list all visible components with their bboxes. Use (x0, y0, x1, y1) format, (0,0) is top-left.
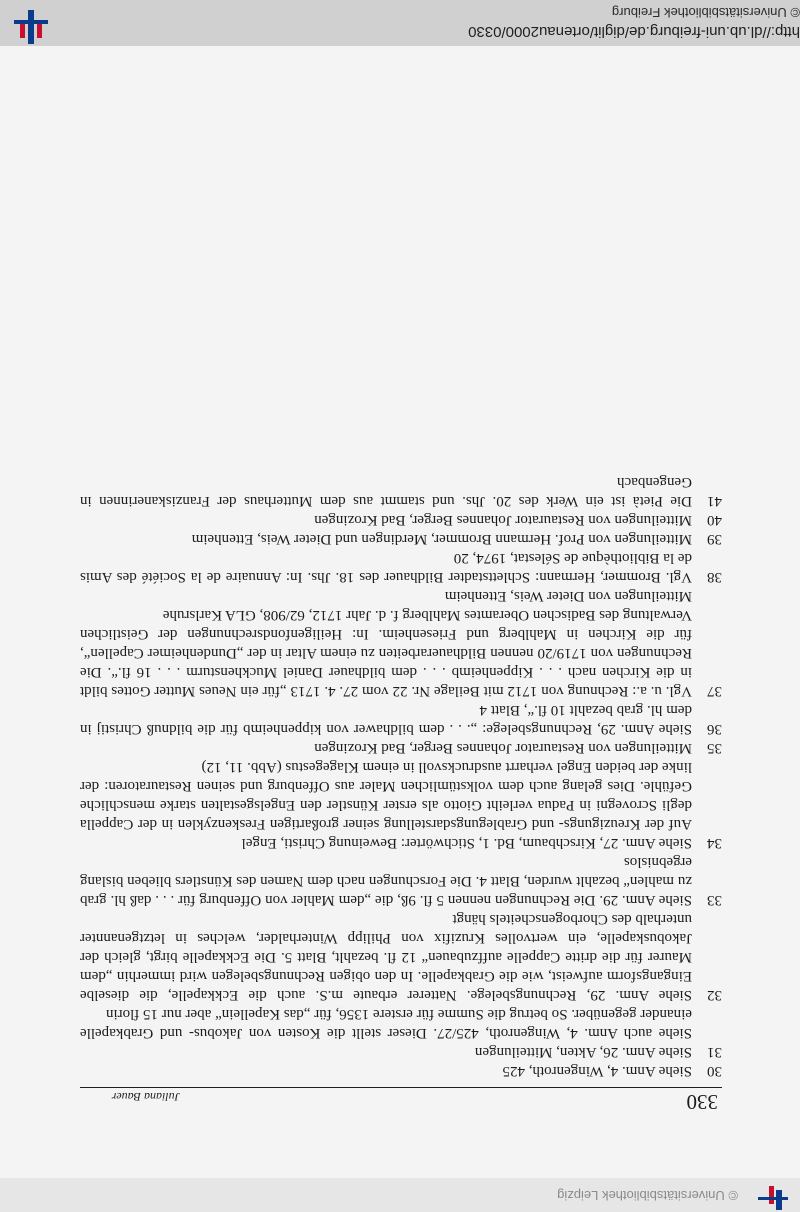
footnote-paragraph: Mitteilungen von Prof. Hermann Brommer, Merdingen und Dieter Weis, Ettenheim (191, 531, 692, 547)
footnote-number: 35 (707, 740, 722, 756)
footnote (80, 548, 722, 586)
footnote-paragraph: Vgl. Brommer, Hermann: Schlettstadter Bildhauer des 18. Jhs. In: Annuaire de la Société des Amis de la Bibliothèque de Sélestat, 1974, 20 (80, 550, 692, 585)
footnote-body (80, 529, 692, 548)
footnote-body (80, 586, 692, 700)
footnote-body (80, 738, 692, 757)
library-logo-icon (754, 1186, 790, 1210)
footnote-body (80, 472, 692, 510)
footnote-number: 41 (707, 493, 722, 509)
viewer-footer-bar (0, 0, 800, 46)
footnote-body (80, 852, 692, 909)
footnote (80, 700, 722, 738)
footnote-number: 32 (707, 987, 722, 1003)
footnote (80, 1004, 722, 1061)
footnote (80, 586, 722, 700)
page-url-link[interactable]: http://dl.ub.uni-freiburg.de/diglit/ortenau2000/0330 (468, 23, 800, 40)
footnote (80, 738, 722, 757)
footnote (80, 472, 722, 510)
footnote-number: 31 (707, 1044, 722, 1060)
footnote-body (80, 1061, 692, 1080)
footnote-paragraph: Siehe Anm. 29, Rechnungsbelege. Natterer erbaute m.S. auch die Eckkapelle, die dieselbe Eingangsform aufweist, wie die Grabkapelle. In den obigen Rechnungsbelegen wird immerhin „dem Maurer für die dritte Cappelle auffzubauen“ 12 fl. bezahlt, Blatt 5. Die Eckkapelle birgt, gleich der Jakobuskapelle, ein wertvolles Kruzifix von Philipp Winterhalder, welches in letztgenannter unterhalb des Chorbogenscheitels hängt (80, 911, 692, 1003)
library-logo-icon (12, 10, 50, 44)
footnote-number: 39 (707, 531, 722, 547)
footnote-body (80, 700, 692, 738)
footnote (80, 1061, 722, 1080)
footnote-number: 40 (707, 512, 722, 528)
header-rule (80, 1087, 722, 1088)
footnote (80, 757, 722, 852)
footnote-paragraph: Siehe auch Anm. 4, Wingenroth, 425/27. Dieser stellt die Kosten von Jakobus- und Grabkapelle einander gegenüber. So betrug die Summe für erstere 1356, für „das Kapellein“ aber nur 15 florin (80, 1006, 692, 1041)
header-copyright: © Universitätsbibliothek Leipzig (557, 1188, 738, 1203)
footnote-number: 34 (707, 835, 722, 851)
footnote-body (80, 757, 692, 852)
footnote-paragraph: Siehe Anm. 29. Die Rechnungen nennen 5 fl. 9ß, die „dem Mahler von Offenburg für . . . daß hl. grab zu mahlen“ bezahlt wurden, Blatt 4. Die Forschungen nach dem Namen des Künstlers blieben bislang ergebnislos (80, 854, 692, 908)
footnote (80, 510, 722, 529)
footnote-body (80, 510, 692, 529)
footnote-paragraph: Mitteilungen von Restaurator Johannes Berger, Bad Krozingen (314, 740, 692, 756)
footnote-paragraph: Siehe Anm. 26, Akten, Mitteilungen (474, 1044, 692, 1060)
footnote-body (80, 548, 692, 586)
footnote (80, 909, 722, 1004)
footnotes-list (80, 472, 722, 1080)
footnote-paragraph: Auf der Kreuzigungs- und Grablegungsdarstellung seiner großartigen Freskenzyklen in der Cappella degli Scrovegni in Padua verleiht Giotto als erster Künstler den Engelsgestalten starke menschliche Gefühle. Dies gelang auch dem volkstümlichen Maler aus Offenburg und seinen Restauratoren: der linke der beiden Engel verharrt ausdrucksvoll in einem Klagegestus (Abb. 11, 12) (80, 759, 692, 832)
footnote-paragraph: Siehe Anm. 29, Rechnungsbelege: „. . . dem bildhawer von kippenheimb für die bildnuß Christij in dem hl. grab bezahlt 10 fl.“, Blatt 4 (80, 702, 692, 737)
page-number: 330 (686, 1090, 718, 1114)
footnote-paragraph: Siehe Anm. 27, Kirschbaum, Bd. 1, Stichwörter: Beweinung Christi, Engel (241, 835, 692, 851)
footnote-paragraph: Mitteilungen von Dieter Weis, Ettenheim (444, 588, 692, 604)
footnote-paragraph: Mitteilungen von Restaurator Johannes Berger, Bad Krozingen (314, 512, 692, 528)
footnote-paragraph: Vgl. u. a.: Rechnung von 1712 mit Beilage Nr. 22 vom 27. 4. 1713 „für ein Neues Mutter Gottes bildt in die Kirchen nach . . . Kippenheimb . . . dem bildhauer Daniel Muckhensturm . . . 16 fl.“. Die Rechnungen von 1719/20 nennen Bildhauerarbeiten zu einem Altar in der „Dundenheimer Capellen“, für die Kirchen in Mahlberg und Friesenheim. In: Heiligenfondsrechnungen der Geistlichen Verwaltung des Badischen Oberamtes Mahlberg f. d. Jahr 1712, 62/908, GLA Karlsruhe (80, 607, 692, 699)
footnote-number: 38 (707, 569, 722, 585)
viewer-header-bar (0, 1178, 800, 1212)
footnote-number: 30 (707, 1063, 722, 1079)
footnote-body (80, 1004, 692, 1061)
footnote-paragraph: Die Pietà ist ein Werk des 20. Jhs. und stammt aus dem Mutterhaus der Franziskanerinnen in Gengenbach (80, 474, 692, 509)
footnote-number: 37 (707, 683, 722, 699)
footnote-number: 33 (707, 892, 722, 908)
footnote-paragraph: Siehe Anm. 4, Wingenroth, 425 (502, 1063, 692, 1079)
footnote-number: 36 (707, 721, 722, 737)
footnote (80, 529, 722, 548)
footer-copyright: © Universitätsbibliothek Freiburg (611, 5, 800, 20)
running-head-author: Juliana Bauer (111, 1090, 180, 1104)
footnote-body (80, 909, 692, 1004)
footnote (80, 852, 722, 909)
